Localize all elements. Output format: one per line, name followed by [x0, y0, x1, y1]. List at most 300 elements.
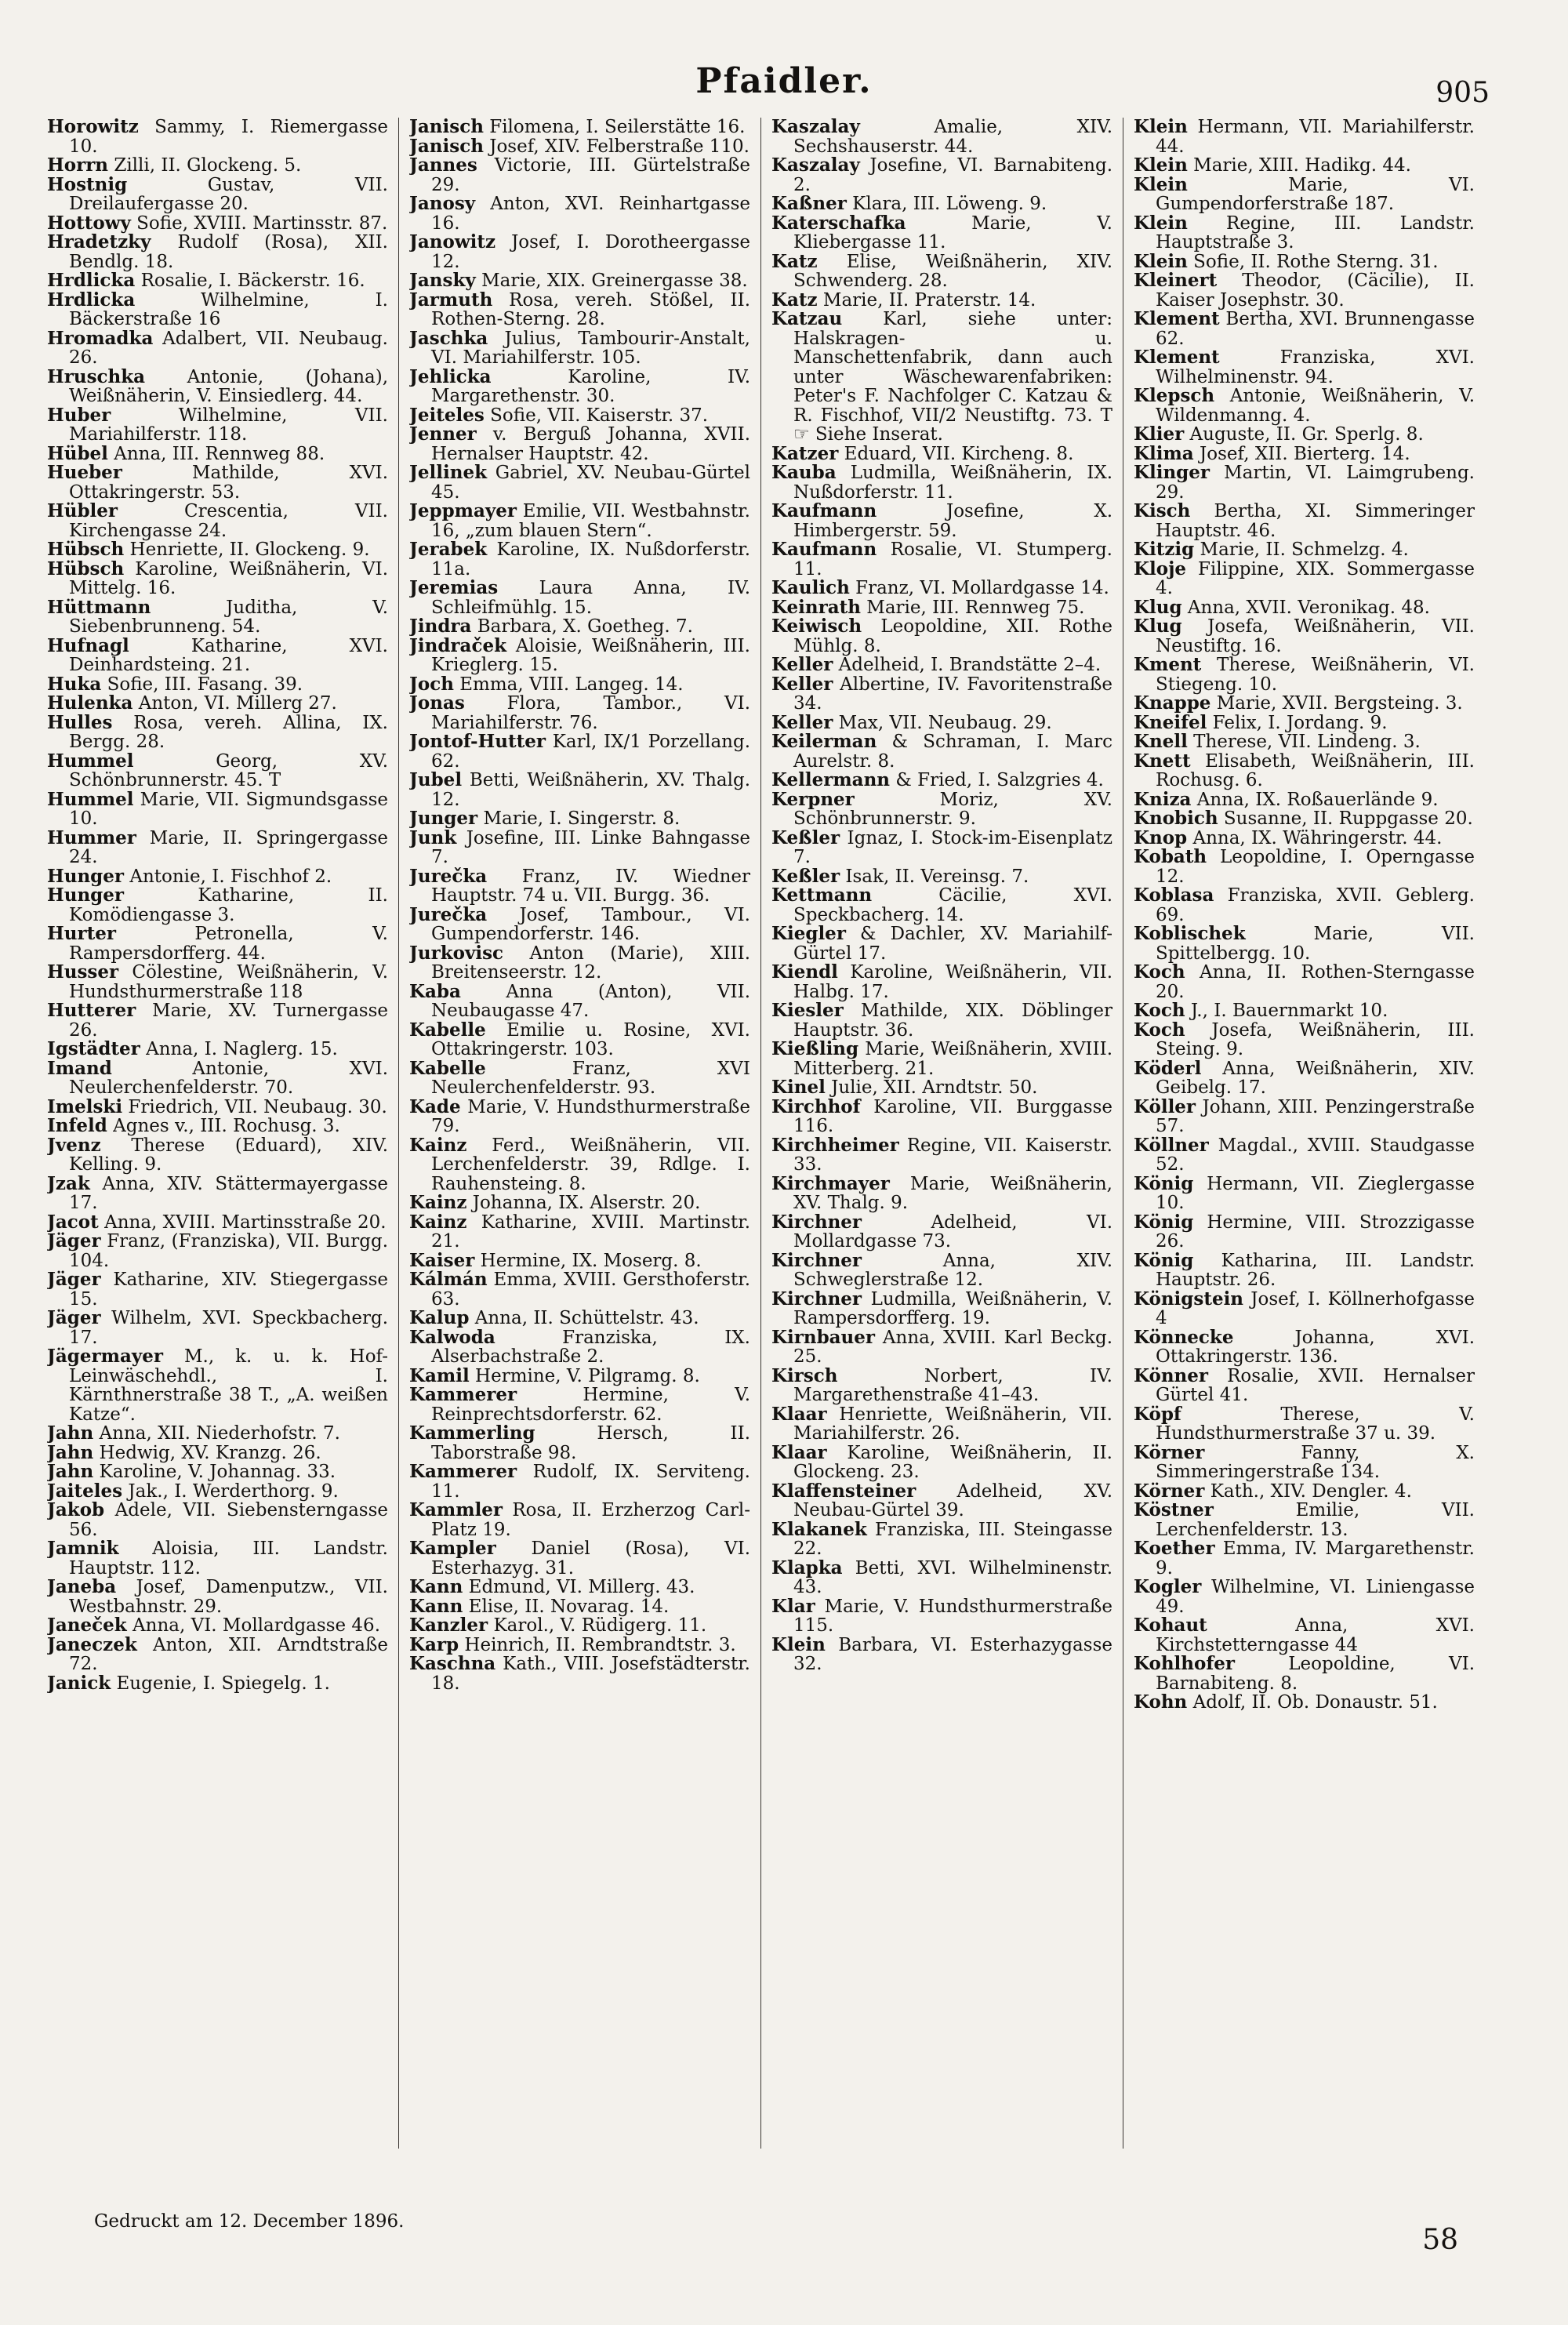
- entry-details: Emma, XVIII. Gersthoferstr. 63.: [431, 1270, 750, 1310]
- directory-entry: [771, 1213, 1112, 1252]
- directory-entry: [771, 214, 1112, 252]
- entry-details: Wilhelm, XVI. Speckbacherg. 17.: [69, 1308, 388, 1348]
- directory-entry: [47, 173, 388, 214]
- entry-surname: Knop: [1134, 826, 1188, 848]
- entry-surname: Jäger: [47, 1307, 101, 1328]
- entry-surname: Jonas: [409, 692, 465, 714]
- directory-entry: [771, 1364, 1112, 1405]
- directory-entry: [1134, 214, 1475, 252]
- directory-entry: [1134, 463, 1475, 502]
- entry-surname: Koether: [1134, 1538, 1215, 1559]
- entry-surname: Janeček: [47, 1615, 127, 1636]
- entry-details: Adelheid, VI. Mollardgasse 73.: [793, 1212, 1112, 1252]
- directory-entry: [1134, 442, 1475, 464]
- entry-surname: Jäger: [47, 1230, 101, 1252]
- directory-entry: [409, 1364, 750, 1386]
- directory-entry: [47, 271, 388, 291]
- directory-entry: [47, 790, 388, 829]
- entry-surname: Katzau: [771, 308, 843, 329]
- entry-details: Rosalie, VI. Stumperg. 11.: [793, 539, 1112, 579]
- entry-surname: Kettmann: [771, 885, 873, 906]
- entry-details: Katharine, XVI. Deinhardsteing. 21.: [69, 635, 388, 675]
- entry-details: Sofie, VII. Kaiserstr. 37.: [490, 405, 709, 426]
- directory-entry: [409, 502, 750, 540]
- directory-entry: [409, 1059, 750, 1098]
- entry-details: Bertha, XI. Simmeringer Hauptstr. 46.: [1156, 501, 1475, 541]
- entry-surname: Klein: [1134, 250, 1188, 272]
- entry-surname: Jahn: [47, 1422, 94, 1444]
- entry-surname: Kellermann: [771, 769, 891, 790]
- entry-details: Hermann, VII. Mariahilferstr. 44.: [1156, 118, 1475, 157]
- directory-entry: [771, 867, 1112, 887]
- entry-surname: Keilerman: [771, 731, 877, 752]
- entry-surname: Kirchhof: [771, 1095, 861, 1117]
- entry-surname: Kießling: [771, 1038, 859, 1059]
- entry-details: Felix, I. Jordang. 9.: [1212, 712, 1388, 733]
- entry-details: Martin, VI. Laimgrubeng. 29.: [1156, 463, 1475, 503]
- entry-surname: Jarmuth: [409, 289, 493, 311]
- directory-entry: [771, 1172, 1112, 1213]
- directory-entry: [771, 656, 1112, 675]
- directory-entry: [1134, 540, 1475, 560]
- directory-entry: [771, 442, 1112, 464]
- entry-surname: Kade: [409, 1095, 461, 1117]
- directory-entry: [47, 1482, 388, 1502]
- column-1: [47, 118, 388, 2149]
- entry-surname: Keller: [771, 673, 833, 695]
- entry-surname: Kaszalay: [771, 154, 860, 176]
- entry-details: Amalie, XIV. Sechshauserstr. 44.: [793, 118, 1112, 157]
- entry-surname: Hostnig: [47, 173, 128, 195]
- directory-entry: [409, 944, 750, 983]
- entry-details: Katharina, III. Landstr. Hauptstr. 26.: [1156, 1250, 1475, 1290]
- directory-entry: [771, 1405, 1112, 1444]
- entry-surname: Hufnagl: [47, 634, 129, 656]
- entry-surname: Kirchmayer: [771, 1172, 890, 1194]
- entry-surname: Hummel: [47, 750, 134, 772]
- directory-entry: [771, 1095, 1112, 1136]
- entry-details: Klara, III. Löweng. 9.: [852, 194, 1047, 214]
- entry-surname: Jellinek: [409, 462, 488, 483]
- entry-details: Ludmilla, Weißnäherin, IX. Nußdorferstr. 11.: [793, 463, 1112, 503]
- entry-details: Magdal., XVIII. Staudgasse 52.: [1156, 1135, 1475, 1175]
- entry-details: Franz, XVI Neulerchenfelderstr. 93.: [431, 1058, 750, 1098]
- entry-details: Josef, I. Köllnerhofgasse 4: [1156, 1288, 1475, 1328]
- directory-entry: [771, 1290, 1112, 1328]
- entry-details: Kath., XIV. Dengler. 4.: [1210, 1480, 1412, 1502]
- entry-surname: König: [1134, 1172, 1194, 1194]
- entry-details: Aloisie, Weißnäherin, III. Krieglerg. 15.: [431, 635, 750, 675]
- entry-details: Regine, III. Landstr. Hauptstraße 3.: [1156, 213, 1475, 252]
- directory-entry: [409, 1328, 750, 1367]
- entry-details: Petronella, V. Rampersdorfferg. 44.: [69, 924, 388, 964]
- directory-entry: [47, 540, 388, 560]
- entry-details: Marie, II. Praterstr. 14.: [822, 289, 1036, 311]
- directory-entry: [409, 271, 750, 291]
- directory-entry: [771, 771, 1112, 790]
- entry-surname: Kloje: [1134, 558, 1187, 579]
- directory-entry: [409, 980, 750, 1021]
- entry-surname: Hulles: [47, 711, 113, 733]
- entry-surname: Kohaut: [1134, 1615, 1207, 1636]
- entry-surname: Köller: [1134, 1095, 1196, 1117]
- entry-details: Marie, III. Rennweg 75.: [866, 597, 1085, 618]
- directory-entry: [771, 1482, 1112, 1520]
- entry-details: Josefine, X. Himbergerstr. 59.: [793, 501, 1112, 541]
- directory-entry: [47, 634, 388, 675]
- entry-details: Josefa, Weißnäherin, VII. Neustiftg. 16.: [1156, 616, 1475, 656]
- entry-details: Cölestine, Weißnäherin, V. Hundsthurmerstraße 118: [69, 962, 388, 1002]
- entry-surname: Jindra: [409, 616, 472, 637]
- directory-entry: [771, 617, 1112, 656]
- column-2: [409, 118, 750, 2149]
- entry-surname: Jenner: [409, 423, 477, 445]
- entry-surname: Kirchner: [771, 1211, 862, 1233]
- directory-entry: [409, 156, 750, 194]
- entry-surname: Kálmán: [409, 1269, 488, 1290]
- entry-details: Ignaz, I. Stock-im-Eisenplatz 7.: [793, 827, 1112, 867]
- directory-entry: [47, 329, 388, 368]
- directory-entry: [1134, 1578, 1475, 1616]
- entry-surname: Jvenz: [47, 1134, 101, 1156]
- entry-details: Marie, VI. Gumpendorferstraße 187.: [1156, 174, 1475, 214]
- entry-surname: Kleinert: [1134, 270, 1218, 291]
- directory-entry: [409, 634, 750, 675]
- directory-entry: [1134, 925, 1475, 963]
- entry-details: Ferd., Weißnäherin, VII. Lerchenfelderstr. 39, Rdlge. I. Rauhensteing. 8.: [431, 1135, 750, 1194]
- entry-surname: Kiesler: [771, 1000, 844, 1021]
- entry-surname: Klaffensteiner: [771, 1480, 916, 1502]
- directory-entry: [771, 711, 1112, 733]
- entry-surname: Kniza: [1134, 788, 1192, 810]
- entry-surname: Hummel: [47, 788, 134, 810]
- directory-entry: [771, 1249, 1112, 1290]
- entry-surname: Kampler: [409, 1538, 496, 1559]
- directory-entry: [1134, 656, 1475, 694]
- directory-entry: [47, 1270, 388, 1309]
- entry-details: Zilli, II. Glockeng. 5.: [114, 155, 302, 176]
- entry-details: Anton, VI. Millerg 27.: [138, 693, 337, 714]
- entry-details: Karol., V. Rüdigerg. 11.: [493, 1615, 707, 1636]
- entry-surname: Könnecke: [1134, 1326, 1234, 1348]
- entry-surname: Kment: [1134, 654, 1202, 675]
- entry-surname: Klug: [1134, 596, 1182, 618]
- entry-details: Therese, VII. Lindeng. 3.: [1193, 732, 1421, 752]
- entry-details: Rosa, vereh. Allina, IX. Bergg. 28.: [69, 712, 388, 752]
- entry-details: Flora, Tambor., VI. Mariahilferstr. 76.: [431, 693, 750, 733]
- directory-entry: [771, 886, 1112, 925]
- entry-surname: Keller: [771, 711, 833, 733]
- directory-entry: [409, 903, 750, 944]
- directory-entry: [409, 1021, 750, 1059]
- entry-details: Anton, XII. Arndtstraße 72.: [69, 1634, 388, 1674]
- entry-details: Anna, XVIII. Martinsstraße 20.: [104, 1212, 387, 1233]
- entry-details: Marie, VII. Sigmundsgasse 10.: [69, 789, 388, 829]
- entry-surname: Koblasa: [1134, 885, 1214, 906]
- entry-details: Emilie, VII. Westbahnstr. 16, „zum blauen Stern“.: [431, 501, 750, 541]
- entry-details: Franziska, IX. Alserbachstraße 2.: [431, 1327, 750, 1367]
- entry-details: & Fried, I. Salzgries 4.: [895, 770, 1104, 790]
- entry-details: Sofie, II. Rothe Sterng. 31.: [1193, 251, 1439, 272]
- entry-surname: Kammerer: [409, 1384, 517, 1405]
- entry-details: Rudolf, IX. Servitеng. 11.: [431, 1462, 750, 1502]
- directory-entry: [47, 1095, 388, 1117]
- directory-entry: [47, 463, 388, 502]
- directory-entry: [771, 118, 1112, 156]
- entry-details: Karoline, VII. Burggasse 116.: [793, 1096, 1112, 1136]
- entry-details: Karl, IX/1 Porzellang. 62.: [431, 732, 750, 772]
- entry-details: Wilhelmine, VI. Liniengasse 49.: [1156, 1577, 1475, 1617]
- entry-surname: Huber: [47, 404, 111, 426]
- directory-entry: [409, 1462, 750, 1501]
- directory-entry: [1134, 1213, 1475, 1252]
- directory-entry: [47, 1232, 388, 1270]
- entry-surname: Kaszalay: [771, 118, 860, 137]
- entry-details: Marie, XVII. Bergsteing. 3.: [1216, 693, 1463, 714]
- entry-details: Crescentia, VII. Kirchengasse 24.: [69, 501, 388, 541]
- entry-details: Sofie, XVIII. Martinsstr. 87.: [136, 213, 388, 234]
- entry-details: Anna (Anton), VII. Neubaugasse 47.: [431, 981, 750, 1021]
- entry-details: Johanna, IX. Alserstr. 20.: [472, 1193, 701, 1213]
- entry-details: Susanne, II. Ruppgasse 20.: [1223, 808, 1473, 829]
- entry-details: Anna, XII. Niederhofstr. 7.: [99, 1423, 340, 1444]
- entry-details: Isak, II. Vereinsg. 7.: [845, 866, 1029, 887]
- entry-details: Anna, XVII. Veronikag. 48.: [1187, 597, 1430, 618]
- entry-surname: Kinel: [771, 1077, 826, 1098]
- entry-surname: Koch: [1134, 1019, 1185, 1041]
- entry-details: Eugenie, I. Spiegelg. 1.: [116, 1673, 330, 1694]
- entry-details: Laura Anna, IV. Schleifmühlg. 15.: [431, 578, 750, 618]
- directory-entry: [771, 598, 1112, 618]
- directory-entry: [1134, 1136, 1475, 1175]
- entry-surname: Knobich: [1134, 808, 1218, 829]
- directory-entry: [409, 1578, 750, 1597]
- directory-entry: [47, 826, 388, 867]
- entry-surname: Kiendl: [771, 961, 838, 983]
- directory-entry: [771, 1136, 1112, 1175]
- directory-entry: [47, 1059, 388, 1098]
- entry-details: Adele, VII. Siebensterngasse 56.: [69, 1500, 388, 1540]
- entry-surname: Kisch: [1134, 500, 1191, 521]
- entry-surname: Königstein: [1134, 1288, 1244, 1310]
- entry-details: Josef, XII. Bierterg. 14.: [1200, 443, 1410, 464]
- directory-entry: [771, 1633, 1112, 1674]
- entry-details: Karoline, Weißnäherin, II. Glockeng. 23.: [793, 1442, 1112, 1482]
- entry-surname: Jubel: [409, 769, 463, 790]
- entry-details: Katharine, XVIII. Martinstr. 21.: [431, 1212, 750, 1252]
- directory-entry: [409, 694, 750, 732]
- entry-details: Theodor, (Cäcilie), II. Kaiser Josephstr. 30.: [1156, 271, 1475, 311]
- entry-details: Emma, VIII. Langeg. 14.: [459, 674, 684, 695]
- entry-surname: Jahn: [47, 1441, 94, 1463]
- entry-details: Marie, XIII. Hadikg. 44.: [1193, 155, 1411, 176]
- entry-surname: Hübel: [47, 442, 108, 464]
- entry-details: Barbara, X. Goetheg. 7.: [477, 616, 693, 637]
- directory-entry: [409, 579, 750, 617]
- directory-entry: [771, 1078, 1112, 1098]
- directory-entry: [47, 886, 388, 925]
- entry-surname: Kabelle: [409, 1057, 486, 1079]
- directory-entry: [1134, 1095, 1475, 1136]
- entry-surname: Katz: [771, 289, 818, 311]
- directory-entry: [771, 790, 1112, 829]
- entry-surname: Jeremias: [409, 577, 499, 598]
- directory-entry: [771, 826, 1112, 867]
- entry-surname: Klinger: [1134, 462, 1210, 483]
- entry-surname: Kainz: [409, 1192, 467, 1213]
- entry-details: Anna, IX. Roßauerlände 9.: [1196, 789, 1439, 810]
- entry-surname: Kammerer: [409, 1461, 517, 1482]
- entry-surname: Jzak: [47, 1172, 90, 1194]
- entry-details: Karoline, Weißnäherin, VI. Mittelg. 16.: [69, 558, 388, 598]
- entry-details: Mathilde, XIX. Döblinger Hauptstr. 36.: [793, 1001, 1112, 1041]
- directory-entry: [47, 694, 388, 714]
- entry-details: Juditha, V. Siebenbrunneng. 54.: [69, 597, 388, 637]
- entry-details: Marie, XIX. Greinergasse 38.: [481, 271, 748, 291]
- entry-surname: Klement: [1134, 347, 1220, 368]
- directory-entry: [771, 963, 1112, 1001]
- entry-details: Norbert, IV. Margarethenstraße 41–43.: [793, 1365, 1112, 1405]
- entry-details: Betti, XVI. Wilhelminenstr. 43.: [793, 1557, 1112, 1597]
- directory-entry: [47, 1616, 388, 1636]
- entry-details: Leopoldine, VI. Barnabiteng. 8.: [1156, 1654, 1475, 1694]
- directory-entry: [1134, 1364, 1475, 1405]
- directory-entry: [771, 675, 1112, 714]
- entry-details: & Schraman, I. Marc Aurelstr. 8.: [793, 732, 1112, 772]
- entry-surname: Klier: [1134, 423, 1185, 445]
- entry-surname: Klar: [771, 1595, 815, 1617]
- entry-surname: Kainz: [409, 1211, 467, 1233]
- entry-details: Fanny, X. Simmeringerstraße 134.: [1156, 1442, 1475, 1482]
- entry-surname: Knell: [1134, 731, 1188, 752]
- entry-surname: Klepsch: [1134, 385, 1215, 406]
- entry-surname: Hutterer: [47, 1000, 136, 1021]
- directory-entry: [1134, 826, 1475, 848]
- directory-entry: [771, 1559, 1112, 1597]
- entry-surname: Kammerling: [409, 1422, 535, 1444]
- entry-surname: Jansky: [409, 270, 476, 291]
- directory-entry: [47, 752, 388, 790]
- directory-entry: [47, 233, 388, 271]
- entry-details: Marie, V. Hundsthurmerstraße 79.: [431, 1096, 750, 1136]
- entry-details: Marie, I. Singerstr. 8.: [483, 808, 681, 829]
- entry-details: Max, VII. Neubaug. 29.: [838, 712, 1052, 733]
- entry-details: Antonie, XVI. Neulerchenfelderstr. 70.: [69, 1058, 388, 1098]
- entry-details: Adelheid, XV. Neubau-Gürtel 39.: [793, 1480, 1112, 1520]
- entry-details: Gabriel, XV. Neubau-Gürtel 45.: [431, 463, 750, 503]
- directory-entry: [1134, 425, 1475, 445]
- entry-details: Franziska, III. Steingasse 22.: [793, 1519, 1112, 1559]
- directory-entry: [47, 406, 388, 445]
- entry-details: Marie, Weißnäherin, XV. Thalg. 9.: [793, 1173, 1112, 1213]
- entry-surname: Kiegler: [771, 923, 846, 944]
- entry-surname: König: [1134, 1249, 1194, 1271]
- entry-surname: Hübsch: [47, 558, 125, 579]
- entry-details: Eduard, VII. Kircheng. 8.: [844, 443, 1074, 464]
- entry-details: Hermann, VII. Zieglergasse 10.: [1156, 1173, 1475, 1213]
- entry-details: Marie, II. Springergasse 24.: [69, 827, 388, 867]
- sheet-number: 58: [1422, 2224, 1458, 2256]
- directory-entry: [1134, 1616, 1475, 1655]
- entry-surname: Hummer: [47, 826, 136, 848]
- entry-surname: Imelski: [47, 1095, 123, 1117]
- column-divider: [398, 118, 399, 2149]
- directory-entry: [47, 925, 388, 963]
- directory-entry: [47, 560, 388, 598]
- entry-details: Anna, XIV. Stättermayergasse 17.: [69, 1173, 388, 1213]
- directory-entry: [1134, 809, 1475, 829]
- directory-entry: [409, 118, 750, 137]
- directory-entry: [47, 1462, 388, 1482]
- entry-details: Regine, VII. Kaiserstr. 33.: [793, 1135, 1112, 1175]
- directory-entry: [409, 771, 750, 809]
- entry-details: Daniel (Rosa), VI. Esterhazyg. 31.: [431, 1538, 750, 1578]
- entry-surname: Kneifel: [1134, 711, 1207, 733]
- directory-entry: [771, 1441, 1112, 1482]
- entry-details: Hermine, VIII. Strozzigasse 26.: [1156, 1212, 1475, 1252]
- directory-entry: [771, 540, 1112, 579]
- entry-details: Heinrich, II. Rembrandtstr. 3.: [464, 1634, 736, 1655]
- entry-details: Anna, XVIII. Karl Beckg. 25.: [793, 1327, 1112, 1367]
- entry-details: Moriz, XV. Schönbrunnerstr. 9.: [793, 789, 1112, 829]
- directory-entry: [771, 1040, 1112, 1078]
- entry-details: Elise, Weißnäherin, XIV. Schwenderg. 28.: [793, 251, 1112, 291]
- entry-details: Leopoldine, XII. Rothe Mühlg. 8.: [793, 616, 1112, 656]
- entry-details: Emilie, VII. Lerchenfelderstr. 13.: [1156, 1500, 1475, 1540]
- entry-surname: Junger: [409, 808, 478, 829]
- directory-entry: [771, 579, 1112, 598]
- entry-surname: Karp: [409, 1633, 459, 1655]
- entry-details: Cäcilie, XVI. Speckbacherg. 14.: [793, 885, 1112, 925]
- directory-entry: [409, 1597, 750, 1617]
- entry-details: Sammy, I. Riemergasse 10.: [69, 118, 388, 157]
- entry-details: Albertine, IV. Favoritenstraße 34.: [793, 674, 1112, 714]
- entry-surname: Köpf: [1134, 1403, 1181, 1425]
- entry-surname: Keßler: [771, 826, 840, 848]
- entry-details: Franz, VI. Mollardgasse 14.: [855, 578, 1109, 598]
- entry-details: Sofie, III. Fasang. 39.: [107, 674, 303, 695]
- entry-surname: Huka: [47, 673, 102, 695]
- directory-entry: [1134, 694, 1475, 714]
- entry-surname: Keiwisch: [771, 616, 862, 637]
- directory-entry: [47, 1578, 388, 1616]
- entry-surname: Igstädter: [47, 1038, 140, 1059]
- entry-surname: Hulenka: [47, 692, 133, 714]
- entry-surname: Koblischek: [1134, 923, 1246, 944]
- directory-entry: [409, 867, 750, 906]
- entry-surname: Kirnbauer: [771, 1326, 876, 1348]
- directory-entry: [409, 1270, 750, 1309]
- entry-details: Mathilde, XVI. Ottakringerstr. 53.: [69, 463, 388, 503]
- entry-details: Johann, XIII. Penzingerstraße 57.: [1156, 1096, 1475, 1136]
- entry-surname: Knett: [1134, 750, 1191, 772]
- entry-details: J., I. Bauernmarkt 10.: [1190, 1001, 1388, 1021]
- directory-entry: [771, 194, 1112, 214]
- entry-details: Josef, Damenputzw., VII. Westbahnstr. 29.: [69, 1577, 388, 1617]
- directory-entry: [47, 1347, 388, 1424]
- entry-surname: Knappe: [1134, 692, 1211, 714]
- entry-surname: Joch: [409, 673, 454, 695]
- entry-details: Karl, siehe unter: Halskragen- u. Manschettenfabrik, dann auch unter Wäschewarenfabriken: Peter's F. Nachfolger C. Katzau & R. Fischhof, VII/2 Neustiftg. 73. T ☞ Siehe Inserat.: [793, 309, 1112, 445]
- entry-surname: Kanzler: [409, 1615, 488, 1636]
- entry-surname: Jacot: [47, 1211, 99, 1233]
- entry-surname: Hunger: [47, 885, 125, 906]
- directory-entry: [409, 1193, 750, 1213]
- entry-details: Rudolf (Rosa), XII. Bendlg. 18.: [69, 232, 388, 272]
- directory-entry: [47, 1040, 388, 1059]
- entry-details: Karoline, V. Johannag. 33.: [99, 1462, 336, 1482]
- entry-details: Adolf, II. Ob. Donaustr. 51.: [1192, 1692, 1438, 1713]
